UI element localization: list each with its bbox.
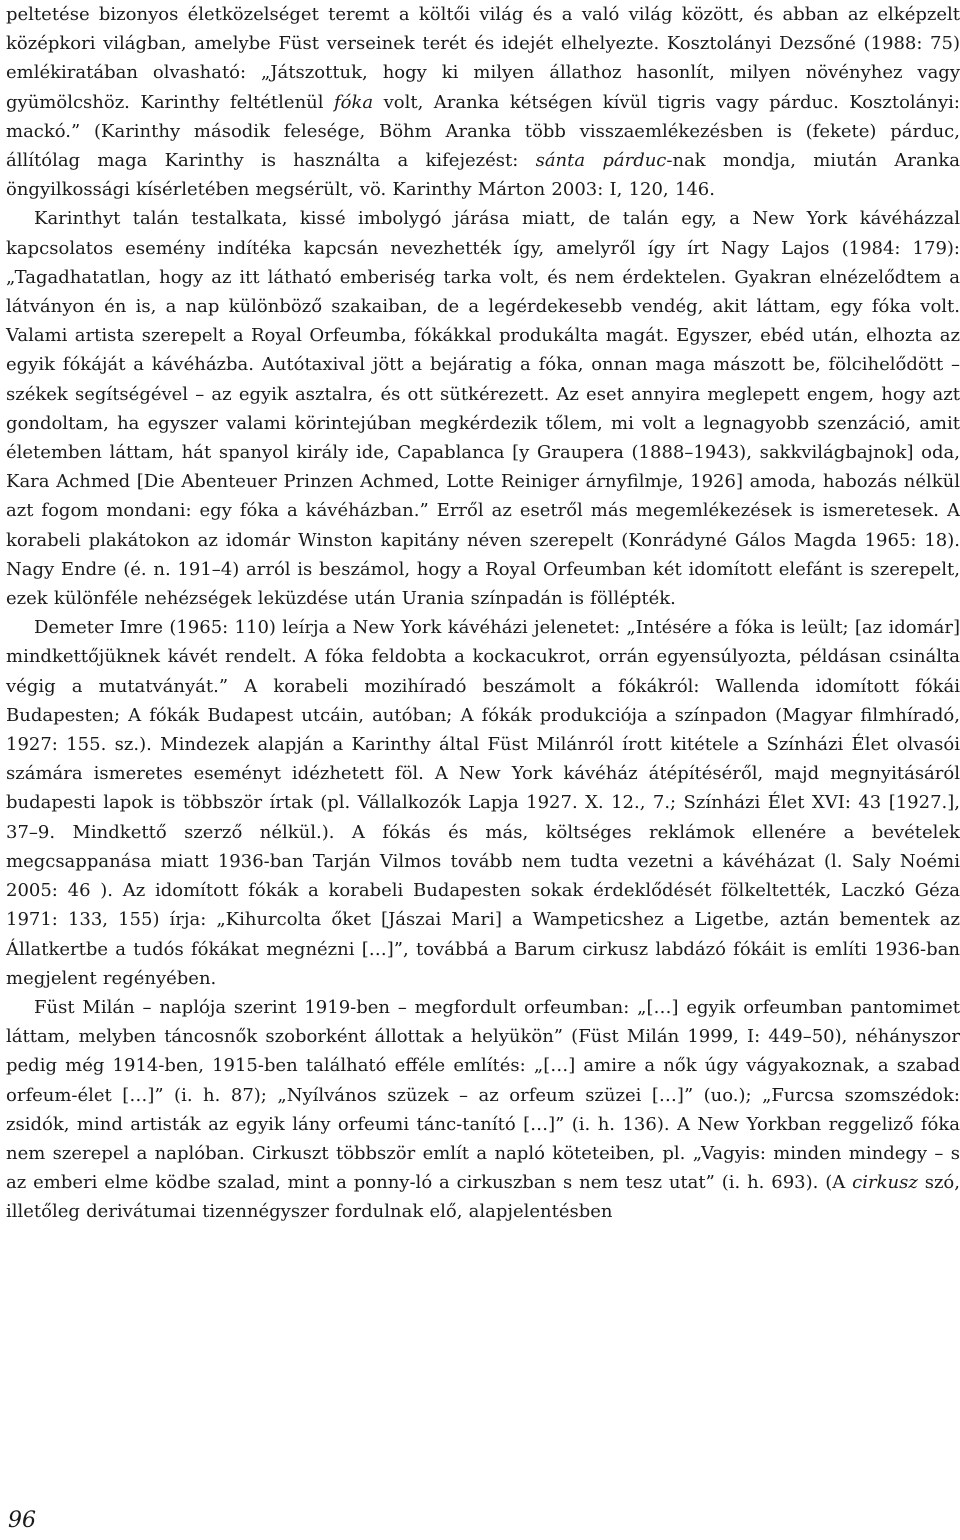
italic-segment: sánta párduc	[535, 150, 667, 172]
text-segment: Füst Milán – naplója szerint 1919-ben – megfordult orfeumban: „[…] egyik orfeumban pantomimet láttam, melyben táncosnők szoborként állottak a helyükön” (Füst Milán 1999, I: 449–50), néhányszor pedig még 1914-ben, 1915-ben található efféle említés: „[…] amire a nők úgy vágyakoznak, a szabad orfeum-élet […]” (i. h. 87); „Nyílvános szüzek – az orfeum szüzei […]” (uo.); „Furcsa szomszédok: zsidók, mind artisták az egyik lány orfeumi tánc-tanító […]” (i. h. 136). A New Yorkban reggeliző fóka nem szerepel a naplóban. Cirkuszt többször említ a napló köteteiben, pl. „Vagyis: minden mindegy – s az emberi elme ködbe szalad, mint a ponny-ló a cirkuszban s nem tesz utat” (i. h. 693). (A	[6, 996, 960, 1194]
document-page	[6, 0, 960, 1227]
text-segment: -nak mondja, miután Aranka öngyilkossági kísérletében megsérült, vö. Karinthy Márton 2003: I, 120, 146.	[6, 150, 960, 201]
paragraph-3	[6, 613, 960, 993]
text-segment: peltetése bizonyos életközelséget teremt a költői világ és a való világ között, és abban az elképzelt középkori világban, amelybe Füst verseinek terét és idejét elhelyezte. Kosztolányi Dezsőné (1988: 75) emlékiratában olvasható: „Játszottuk, hogy ki milyen állathoz hasonlít, milyen növényhez vagy gyümölcshöz. Karinthy feltétlenül	[6, 4, 960, 113]
italic-segment: cirkusz	[852, 1172, 918, 1194]
italic-segment: fóka	[334, 91, 374, 113]
text-segment: volt, Aranka kétségen kívül tigris vagy párduc. Kosztolányi: mackó.” (Karinthy második felesége, Böhm Aranka több visszaemlékezésben is (fekete) párduc, állítólag maga Karinthy is használta a kifejezést:	[6, 91, 960, 172]
paragraph-1	[6, 0, 960, 204]
page-number: 96	[8, 1508, 36, 1533]
text-segment: Karinthyt talán testalkata, kissé imbolygó járása miatt, de talán egy, a New York kávéházzal kapcsolatos esemény indítéka kapcsán nevezhették így, amelyről így írt Nagy Lajos (1984: 179): „Tagadhatatlan, hogy az itt látható emberiség tarka volt, és nem érdektelen. Gyakran elnézelődtem a látványon én is, a nap különböző szakaiban, de a legérdekesebb vendég, akit láttam, egy fóka volt. Valami artista szerepelt a Royal Orfeumba, fókákkal produkálta magát. Egyszer, ebéd után, elhozta az egyik fókáját a kávéházba. Autótaxival jött a bejáratig a fóka, onnan maga mászott be, fölcihelődött – székek segítségével – az egyik asztalra, és ott sütkérezett. Az eset annyira meglepett engem, hogy azt gondoltam, ha egyszer valami körintejúban megkérdezik tőlem, mi volt a legnagyobb szenzáció, amit életemben láttam, hát spanyol király ide, Capablanca [y Graupera (1888–1943), sakkvilágbajnok] oda, Kara Achmed [Die Abenteuer Prinzen Achmed, Lotte Reiniger árnyfilmje, 1926] amoda, habozás nélkül azt fogom mondani: egy fóka a kávéházban.” Erről az esetről más megemlékezések is ismeretesek. A korabeli plakátokon az idomár Winston kapitány néven szerepelt (Konrádyné Gálos Magda 1965: 18). Nagy Endre (é. n. 191–4) arról is beszámol, hogy a Royal Orfeumban két idomított elefánt is szerepelt, ezek különféle nehézségek leküzdése után Urania színpadán is föllépték.	[6, 208, 960, 610]
paragraph-2	[6, 204, 960, 613]
paragraph-4	[6, 993, 960, 1227]
text-segment: Demeter Imre (1965: 110) leírja a New York kávéházi jelenetet: „Intésére a fóka is leült; [az idomár] mindkettőjüknek kávét rendelt. A fóka feldobta a kockacukrot, orrán egyensúlyozta, példásan csinálta végig a mutatványát.” A korabeli mozihíradó beszámolt a fókákról: Wallenda idomított fókái Budapesten; A fókák Budapest utcáin, autóban; A fókák produkciója a színpadon (Magyar filmhíradó, 1927: 155. sz.). Mindezek alapján a Karinthy által Füst Milánról írott kitétele a Színházi Élet olvasói számára ismeretes eseményt idézhetett föl. A New York kávéház átépítéséről, majd megnyitásáról budapesti lapok is többször írtak (pl. Vállalkozók Lapja 1927. X. 12., 7.; Színházi Élet XVI: 43 [1927.], 37–9. Mindkettő szerző nélkül.). A fókás és más, költséges reklámok ellenére a bevételek megcsappanása miatt 1936-ban Tarján Vilmos tovább nem tudta vezetni a kávéházat (l. Saly Noémi 2005: 46 ). Az idomított fókák a korabeli Budapesten sokak érdeklődését fölkeltették, Laczkó Géza 1971: 133, 155) írja: „Kihurcolta őket [Jászai Mari] a Wampeticshez a Ligetbe, aztán bementek az Állatkertbe a tudós fókákat megnézni […]”, továbbá a Barum cirkusz labdázó fókáit is említi 1936-ban megjelent regényében.	[6, 617, 960, 989]
body-text	[6, 0, 960, 1227]
text-segment: szó, illetőleg derivátumai tizennégyszer fordulnak elő, alapjelentésben	[6, 1172, 960, 1223]
